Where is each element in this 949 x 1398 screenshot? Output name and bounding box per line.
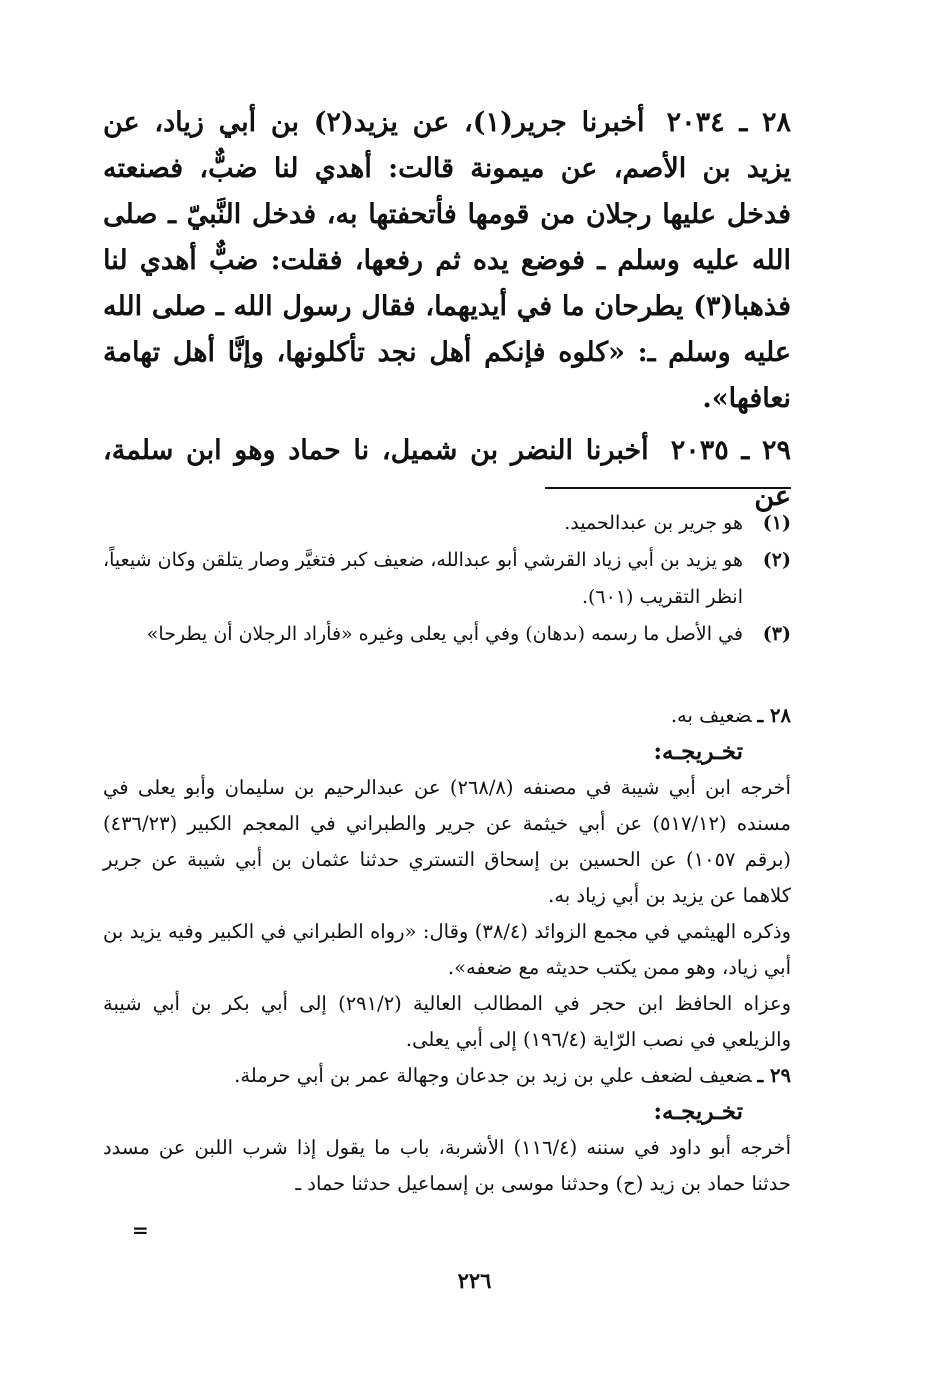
grade-text: ضعيف لضعف علي بن زيد بن جدعان وجهالة عمر بن أبي حرملة. <box>234 1064 752 1087</box>
hadith-text: أخبرنا النضر بن شميل، نا حماد وهو ابن سلمة، عن <box>103 435 791 512</box>
entry-grade <box>103 1058 791 1094</box>
footnote-divider <box>545 487 791 489</box>
commentary-paragraph: وعزاه الحافظ ابن حجر في المطالب العالية (٢٩١/٢) إلى أبي بكر بن أبي شيبة والزيلعي في نصب الرّاية (١٩٦/٤) إلى أبي يعلى. <box>103 992 791 1051</box>
continuation-mark: = <box>132 1218 149 1242</box>
commentary <box>103 698 791 1202</box>
footnote-text: هو يزيد بن أبي زياد القرشي أبو عبدالله، ضعيف كبر فتغيَّر وصار يتلقن وكان شيعياً، انظر التقريب (٦٠١). <box>103 549 743 608</box>
takhrij-heading: تخـريجـه: <box>653 738 743 765</box>
hadith-number: ٢٩ ـ ٢٠٣٥ <box>670 435 791 466</box>
commentary-paragraph: أخرجه أبو داود في سننه (١١٦/٤) الأشربة، باب ما يقول إذا شرب اللبن عن مسدد حدثنا حماد بن زيد (ح) وحدثنا موسى بن إسماعيل حدثنا حماد ـ <box>103 1136 791 1195</box>
entry-number: ٢٨ ـ <box>757 704 791 727</box>
main-text <box>103 100 791 520</box>
footnote <box>103 505 791 542</box>
hadith-number: ٢٨ ـ ٢٠٣٤ <box>666 107 791 138</box>
footnote-marker: (١) <box>762 512 791 534</box>
entry-grade <box>103 698 791 734</box>
footnote <box>103 542 791 616</box>
footnote-text: في الأصل ما رسمه (ىدهان) وفي أبي يعلى وغيره «فأراد الرجلان أن يطرحا» <box>146 623 743 645</box>
commentary-paragraph: وذكره الهيثمي في مجمع الزوائد (٣٨/٤) وقال: «رواه الطبراني في الكبير وفيه يزيد بن أبي زياد، وهو ممن يكتب حديثه مع ضعفه». <box>103 920 791 979</box>
grade-text: ضعيف به. <box>670 704 752 727</box>
footnote-marker: (٢) <box>762 549 791 571</box>
commentary-paragraph: أخرجه ابن أبي شيبة في مصنفه (٢٦٨/٨) عن عبدالرحيم بن سليمان وأبو يعلى في مسنده (٥١٧/١٢) عن أبي خيثمة عن جرير والطبراني في المعجم الكبير (٤٣٦/٢٣) (برقم ١٠٥٧) عن الحسين بن إسحاق التستري حدثنا عثمان بن أبي شيبة عن جرير كلاهما عن يزيد بن أبي زياد به. <box>103 776 791 907</box>
takhrij-heading: تخـريجـه: <box>653 1098 743 1125</box>
entry-number: ٢٩ ـ <box>757 1064 791 1087</box>
page-number: ٢٢٦ <box>457 1268 492 1293</box>
footnote <box>103 616 791 653</box>
footnote-text: هو جرير بن عبدالحميد. <box>564 512 743 534</box>
hadith-text: أخبرنا جرير(١)، عن يزيد(٢) بن أبي زياد، عن يزيد بن الأصم، عن ميمونة قالت: أهدي لنا ضبٌّ، فصنعته فدخل عليها رجلان من قومها فأتحفتها به، فدخل النَّبيّ ـ صلى الله عليه وسلم ـ فوضع يده ثم رفعها، فقلت: ضبٌّ أهدي لنا فذهبا(٣) يطرحان ما في أيديهما، فقال رسول الله ـ صلى الله عليه وسلم ـ: «كلوه فإنكم أهل نجد تأكلونها، وإنَّا أهل تهامة نعافها». <box>103 107 791 414</box>
hadith-2034 <box>103 100 791 422</box>
footnotes <box>103 505 791 653</box>
footnote-marker: (٣) <box>762 623 791 645</box>
